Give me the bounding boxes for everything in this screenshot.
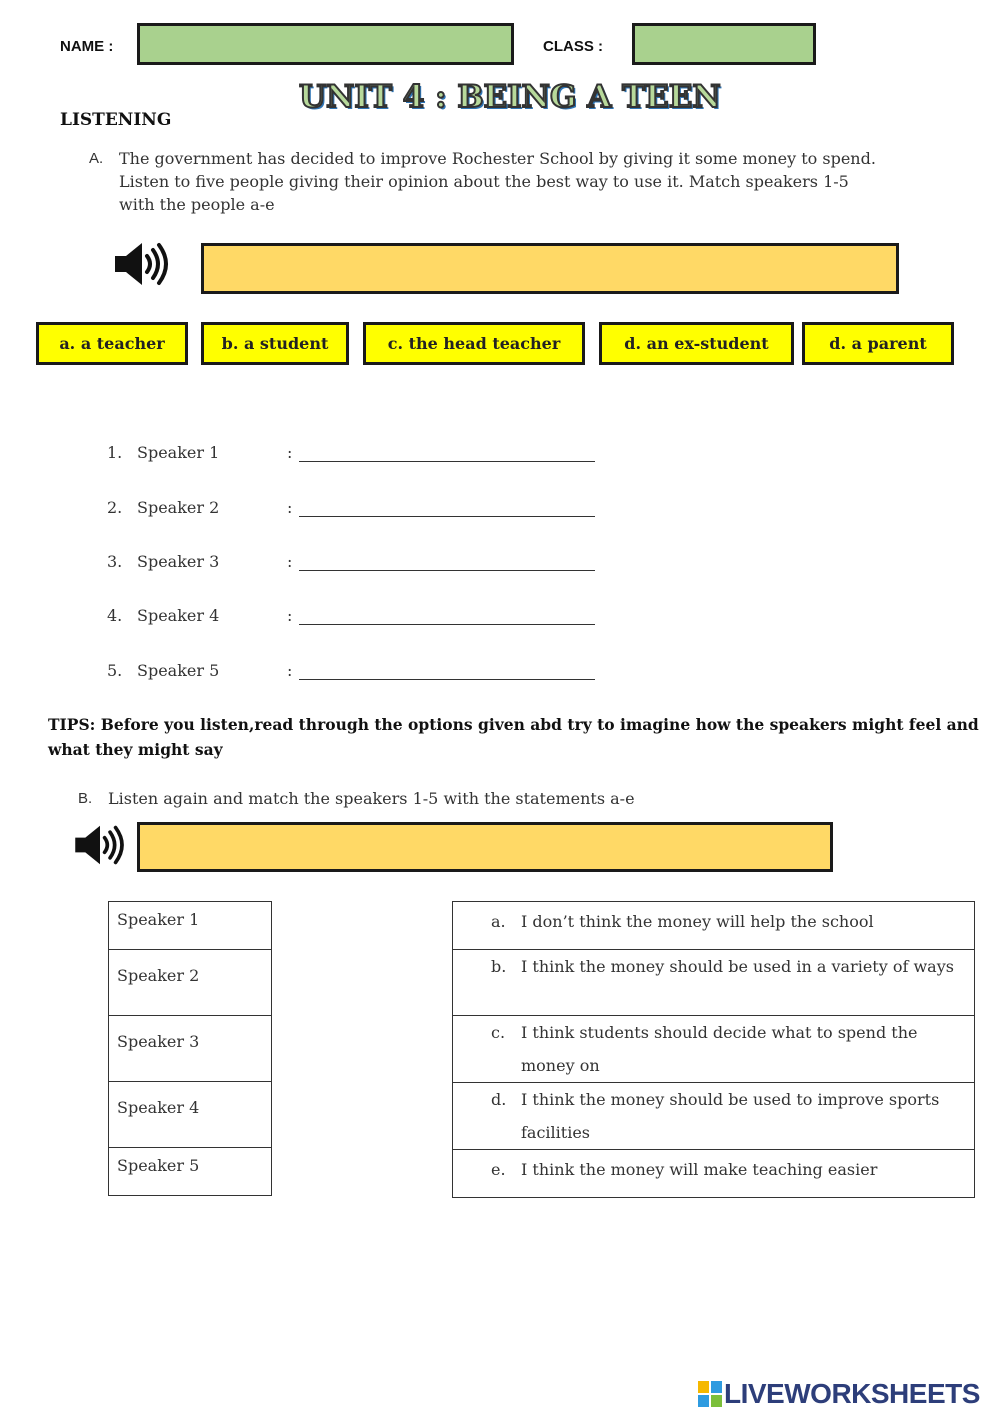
statement-key: a.: [491, 912, 506, 931]
class-label: CLASS :: [543, 38, 603, 55]
part-a-letter: A.: [89, 150, 104, 167]
table-row: [109, 1016, 272, 1082]
row-number: 1.: [107, 443, 123, 462]
statement-cell[interactable]: [453, 902, 975, 950]
statement-text: I think the money should be used in a variety of ways: [521, 957, 954, 976]
speaker-cell[interactable]: Speaker 2: [109, 950, 272, 1016]
part-a-instructions: The government has decided to improve Rochester School by giving it some money to spend. Listen to five people giving their opinion about the best way to use it. Match speakers 1-5 with the people a-e: [119, 149, 876, 214]
name-label: NAME :: [60, 38, 114, 55]
speaker-label: Speaker 3: [137, 552, 220, 571]
statement-cell[interactable]: [453, 1150, 975, 1198]
statement-cell[interactable]: [453, 950, 975, 1016]
statement-cell[interactable]: [453, 1016, 975, 1083]
answer-row: [107, 498, 595, 517]
speaker-label: Speaker 2: [137, 498, 220, 517]
statement-key: c.: [491, 1023, 506, 1042]
speaker-icon[interactable]: [112, 240, 172, 288]
logo-icon: [698, 1381, 722, 1407]
table-row: [109, 902, 272, 950]
speaker-cell[interactable]: Speaker 4: [109, 1082, 272, 1148]
part-b-instructions: Listen again and match the speakers 1-5 with the statements a-e: [108, 789, 635, 808]
answer-input[interactable]: [299, 662, 595, 680]
statements-table: [452, 901, 975, 1198]
answer-row: [107, 443, 595, 462]
table-row: [453, 902, 975, 950]
section-heading: LISTENING: [60, 110, 172, 130]
page-title: UNIT 4 : BEING A TEEN: [299, 79, 721, 115]
row-number: 5.: [107, 661, 123, 680]
speaker-icon[interactable]: [72, 823, 128, 867]
colon: :: [287, 443, 293, 462]
table-row: [453, 1016, 975, 1083]
table-row: [109, 1148, 272, 1196]
footer-brand: LIVEWORKSHEETS: [724, 1378, 980, 1409]
audio-player-a[interactable]: [201, 243, 899, 294]
table-row: [109, 950, 272, 1016]
statement-text: I think the money will make teaching easier: [521, 1160, 878, 1179]
speaker-label: Speaker 4: [137, 606, 220, 625]
speaker-cell[interactable]: Speaker 1: [109, 902, 272, 950]
row-number: 4.: [107, 606, 123, 625]
answer-row: [107, 606, 595, 625]
statement-key: d.: [491, 1090, 507, 1109]
liveworksheets-logo: [698, 1378, 980, 1410]
colon: :: [287, 661, 293, 680]
option-b[interactable]: b. a student: [201, 322, 349, 365]
row-number: 3.: [107, 552, 123, 571]
speaker-label: Speaker 5: [137, 661, 220, 680]
tips-text: TIPS: Before you listen,read through the options given abd try to imagine how the speakers might feel and what they might say: [48, 715, 979, 759]
table-row: [109, 1082, 272, 1148]
answer-row: [107, 552, 595, 571]
option-e[interactable]: d. a parent: [802, 322, 954, 365]
option-d[interactable]: d. an ex-student: [599, 322, 794, 365]
colon: :: [287, 606, 293, 625]
statement-key: b.: [491, 957, 507, 976]
answer-input[interactable]: [299, 607, 595, 625]
class-input[interactable]: [632, 23, 816, 65]
row-number: 2.: [107, 498, 123, 517]
speaker-table: [108, 901, 272, 1196]
statement-key: e.: [491, 1160, 506, 1179]
part-b-letter: B.: [78, 790, 93, 807]
table-row: [453, 1083, 975, 1150]
answer-input[interactable]: [299, 499, 595, 517]
colon: :: [287, 498, 293, 517]
speaker-label: Speaker 1: [137, 443, 220, 462]
answer-input[interactable]: [299, 553, 595, 571]
option-a[interactable]: a. a teacher: [36, 322, 188, 365]
name-input[interactable]: [137, 23, 514, 65]
table-row: [453, 1150, 975, 1198]
statement-text: I think the money should be used to improve sports facilities: [521, 1090, 940, 1142]
table-row: [453, 950, 975, 1016]
speaker-cell[interactable]: Speaker 5: [109, 1148, 272, 1196]
statement-cell[interactable]: [453, 1083, 975, 1150]
colon: :: [287, 552, 293, 571]
statement-text: I think students should decide what to spend the money on: [521, 1023, 918, 1075]
speaker-cell[interactable]: Speaker 3: [109, 1016, 272, 1082]
statement-text: I don’t think the money will help the school: [521, 912, 874, 931]
answer-input[interactable]: [299, 444, 595, 462]
answer-row: [107, 661, 595, 680]
option-c[interactable]: c. the head teacher: [363, 322, 585, 365]
audio-player-b[interactable]: [137, 822, 833, 872]
